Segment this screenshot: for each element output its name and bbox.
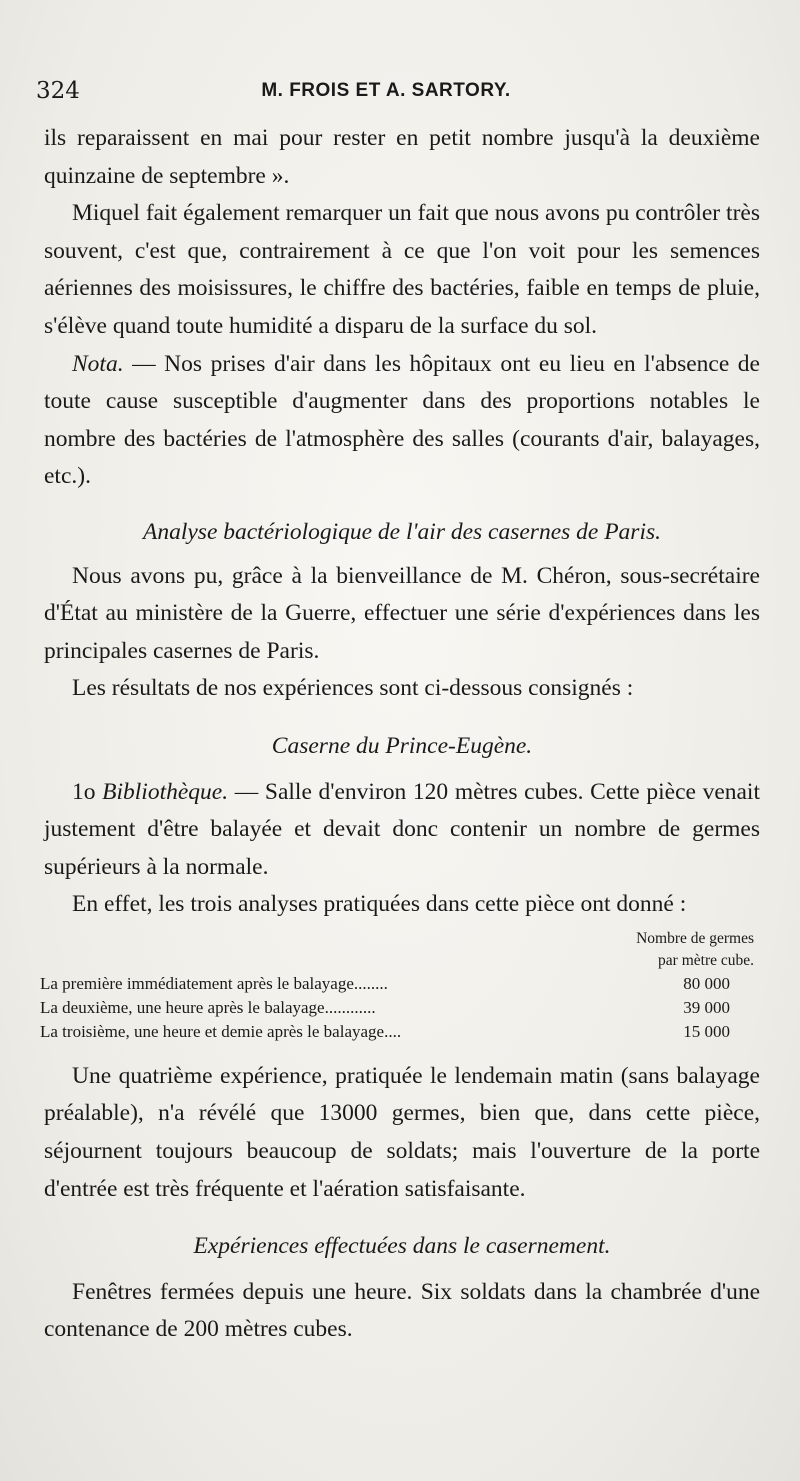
spacer xyxy=(44,1044,760,1058)
paragraph-6 xyxy=(44,774,760,887)
paragraph-3-text: — Nos prises d'air dans les hôpitaux ont eu lieu en l'absence de toute cause susceptible d'augmenter dans des proportions notables le nombre des bactéries de l'atmosphère des salles (courants d'air, balayages, etc.). xyxy=(44,350,760,490)
section-heading-casernes: Analyse bactériologique de l'air des casernes de Paris. xyxy=(142,518,661,545)
table-row-value: 15 000 xyxy=(683,1021,730,1041)
table-row xyxy=(40,1020,760,1044)
table-row xyxy=(40,972,760,996)
paragraph-5: Les résultats de nos expériences sont ci-dessous consignés : xyxy=(72,675,634,702)
running-head: M. FROIS ET A. SARTORY. xyxy=(261,80,511,101)
page-header xyxy=(36,78,776,110)
section-heading-caserne-prince-eugene: Caserne du Prince-Eugène. xyxy=(271,732,533,759)
paragraph-6-text: — Salle d'environ 120 mètres cubes. Cette pièce venait justement d'être balayée et devait donc contenir un nombre de germes supérieurs à la normale. xyxy=(44,778,760,880)
paragraph-4: Nous avons pu, grâce à la bienveillance de M. Chéron, sous-secrétaire d'État au ministère de la Guerre, effectuer une série d'expériences dans les principales casernes de Paris. xyxy=(44,562,760,664)
item-number: 1o xyxy=(72,778,103,805)
table-row-label: La première immédiatement après le balayage........ xyxy=(40,973,388,993)
table-row xyxy=(40,996,760,1020)
germs-table xyxy=(40,928,760,1044)
table-row-value: 39 000 xyxy=(683,997,730,1017)
paragraph-3 xyxy=(44,346,760,496)
table-row-label: La troisième, une heure et demie après le balayage.... xyxy=(40,1021,402,1041)
bibliotheque-label: Bibliothèque. xyxy=(102,778,229,805)
paragraph-9: Fenêtres fermées depuis une heure. Six soldats dans la chambrée d'une contenance de 200 mètres cubes. xyxy=(44,1278,760,1343)
paragraph-2: Miquel fait également remarquer un fait que nous avons pu contrôler très souvent, c'est que, contrairement à ce que l'on voit pour les semences aériennes des moisissures, le chiffre des bactéries, faible en temps de pluie, s'élève quand toute humidité a disparu de la surface du sol. xyxy=(44,200,760,339)
table-row-label: La deuxième, une heure après le balayage............ xyxy=(40,997,376,1017)
page-number: 324 xyxy=(36,78,80,104)
section-heading-casernement: Expériences effectuées dans le casernement. xyxy=(193,1233,611,1260)
table-row-value: 80 000 xyxy=(683,973,730,993)
table-header-line-1: Nombre de germes xyxy=(636,929,754,947)
body-text xyxy=(40,120,760,1349)
paragraph-7: En effet, les trois analyses pratiquées dans cette pièce ont donné : xyxy=(72,891,687,918)
paragraph-1: ils reparaissent en mai pour rester en petit nombre jusqu'à la deuxième quinzaine de septembre ». xyxy=(44,125,760,189)
nota-label: Nota. xyxy=(72,350,124,377)
table-header-line-2: par mètre cube. xyxy=(658,951,754,969)
table-header xyxy=(40,928,760,972)
paragraph-8: Une quatrième expérience, pratiquée le lendemain matin (sans balayage préalable), n'a révélé que 13000 germes, bien que, dans cette pièce, séjournent toujours beaucoup de soldats; mais l'ouverture de la porte d'entrée est très fréquente et l'aération satisfaisante. xyxy=(44,1062,760,1202)
